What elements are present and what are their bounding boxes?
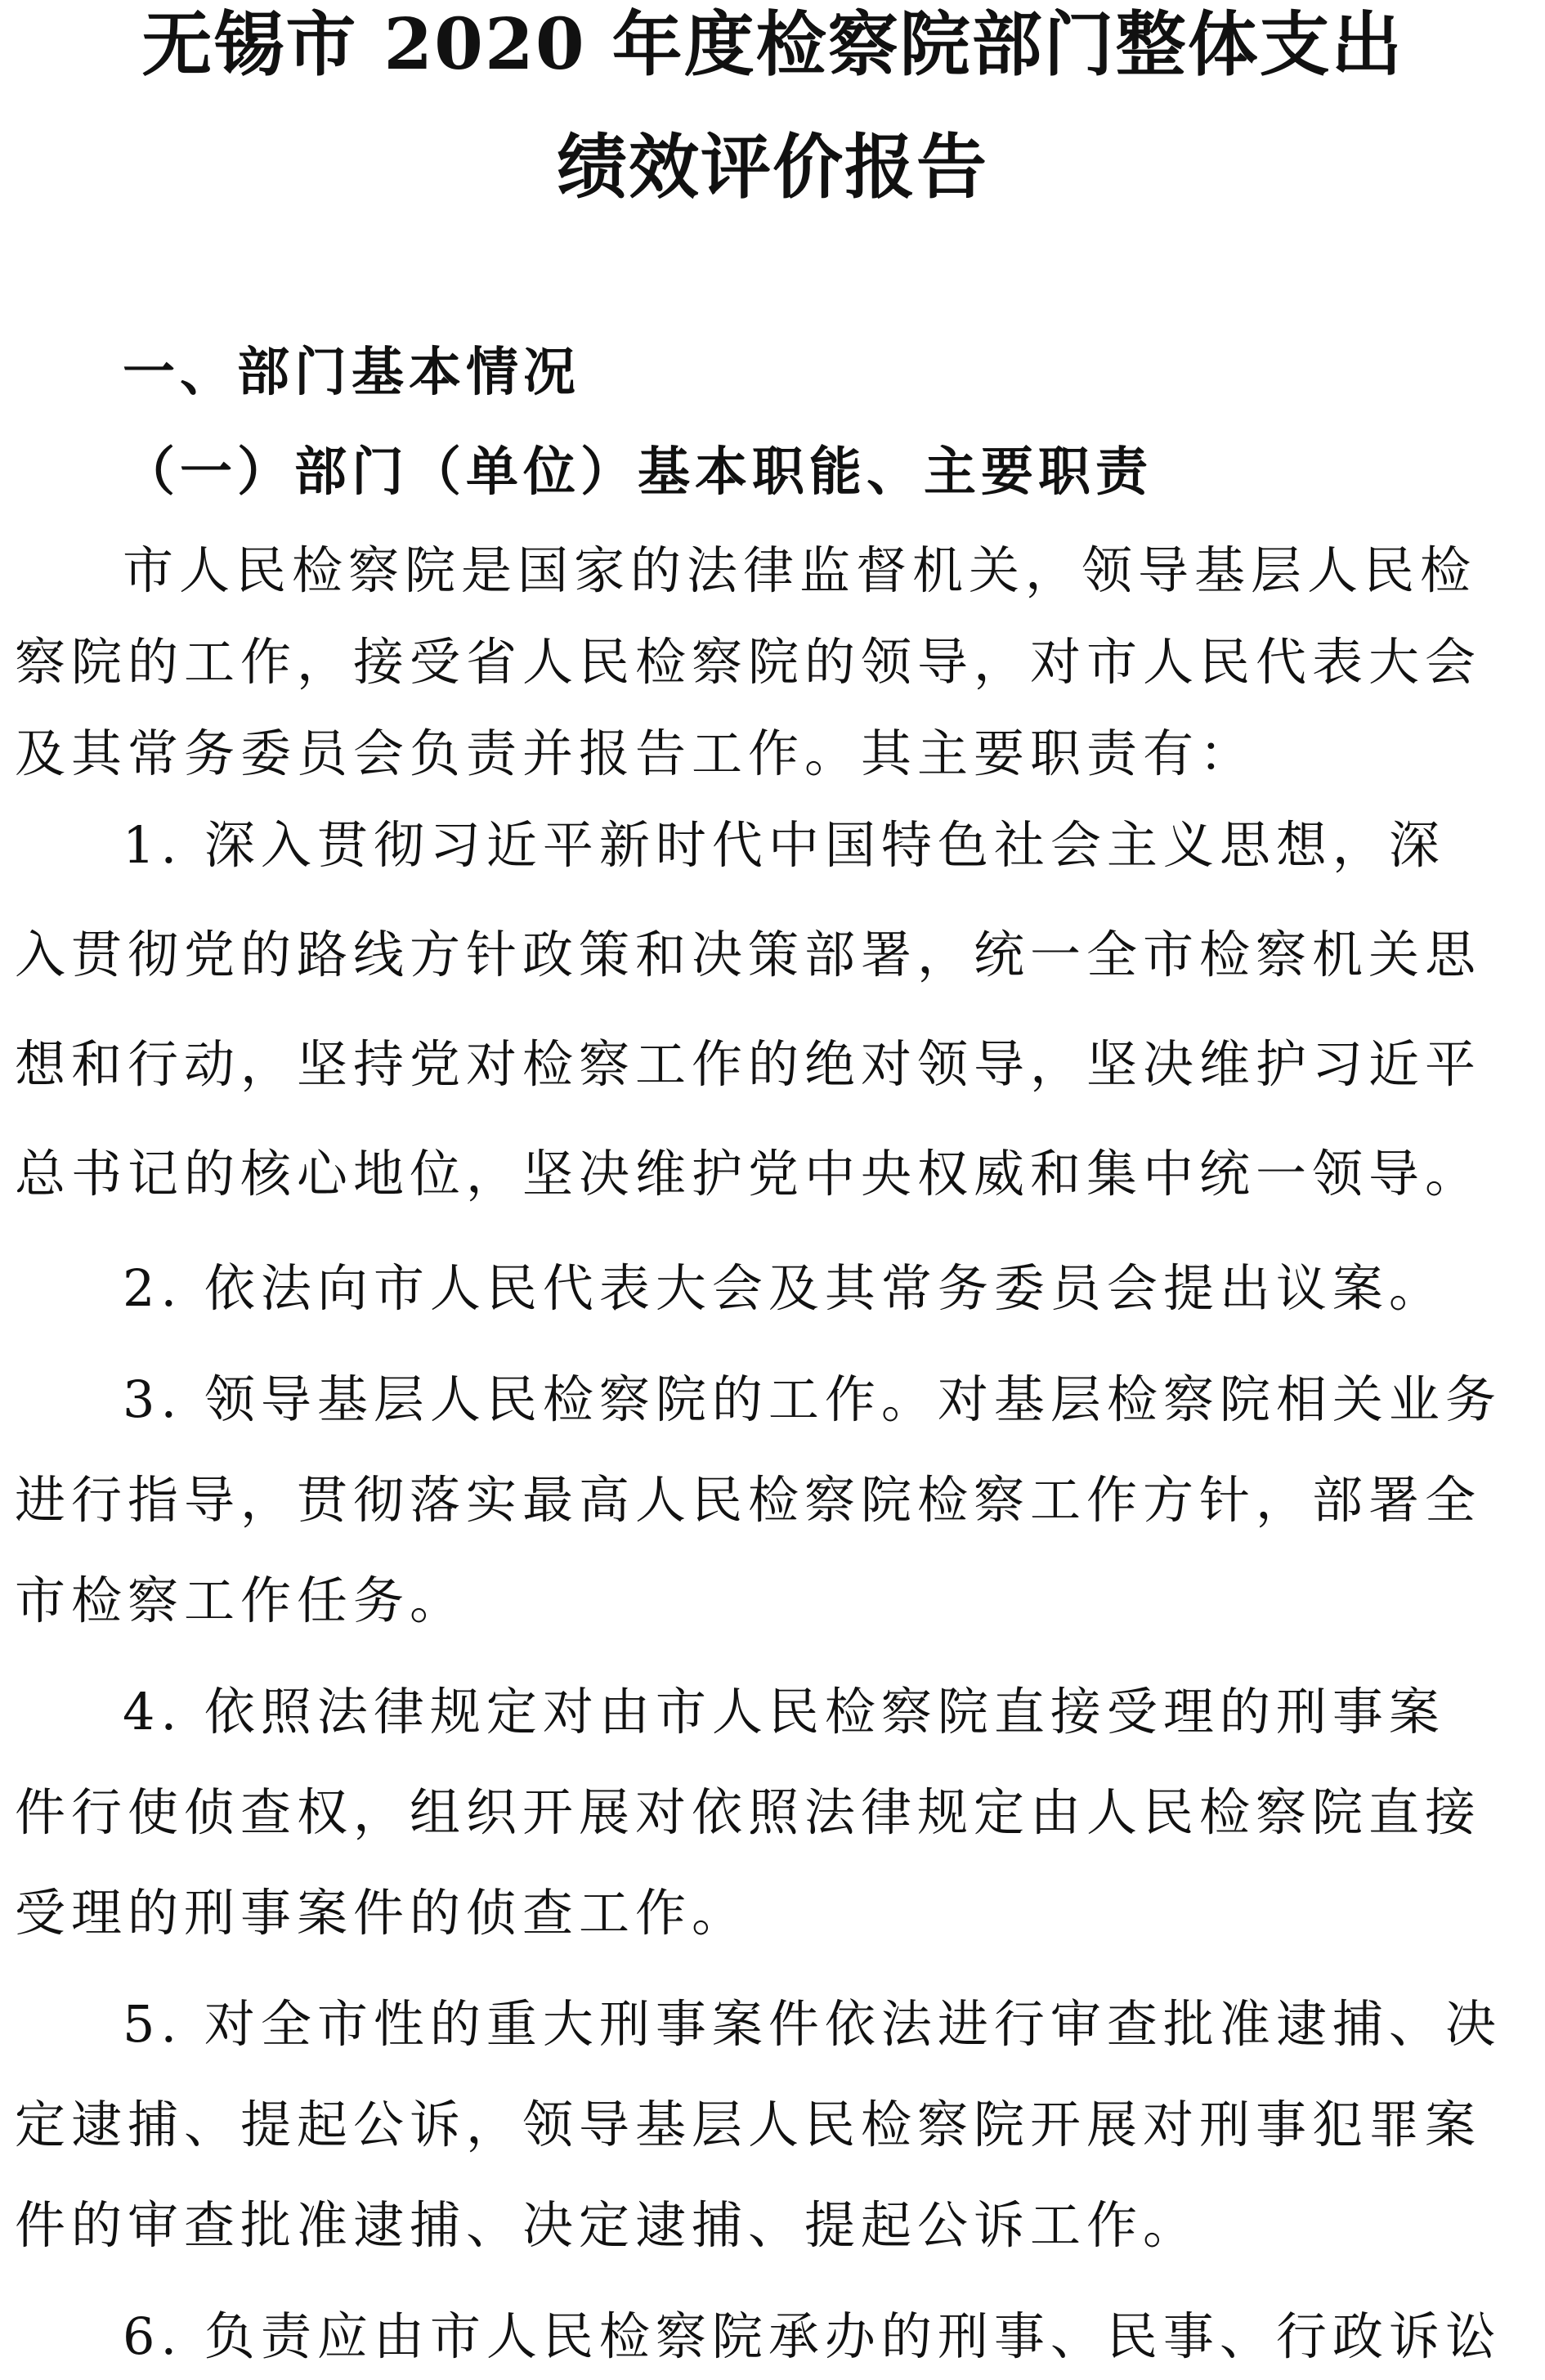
paragraph-line: 市检察工作任务。 <box>15 1571 467 1630</box>
subsection-heading-functions: （一）部门（单位）基本职能、主要职责 <box>123 441 1153 503</box>
paragraph-line: 件行使侦查权，组织开展对依照法律规定由人民检察院直接 <box>15 1782 1482 1842</box>
paragraph-line: 市人民检察院是国家的法律监督机关，领导基层人民检 <box>123 540 1477 600</box>
paragraph-line: 察院的工作，接受省人民检察院的领导，对市人民代表大会 <box>15 632 1482 692</box>
paragraph-line: 4. 依照法律规定对由市人民检察院直接受理的刑事案 <box>123 1682 1445 1741</box>
paragraph-line: 及其常务委员会负责并报告工作。其主要职责有： <box>15 724 1256 783</box>
paragraph-line: 6. 负责应由市人民检察院承办的刑事、民事、行政诉讼 <box>123 2306 1502 2366</box>
paragraph-line: 定逮捕、提起公诉，领导基层人民检察院开展对刑事犯罪案 <box>15 2095 1482 2154</box>
paragraph-line: 想和行动，坚持党对检察工作的绝对领导，坚决维护习近平 <box>15 1034 1482 1094</box>
paragraph-line: 入贯彻党的路线方针政策和决策部署，统一全市检察机关思 <box>15 925 1482 984</box>
paragraph-line: 2. 依法向市人民代表大会及其常务委员会提出议案。 <box>123 1258 1445 1318</box>
report-title-line-1: 无锡市 2020 年度检察院部门整体支出 <box>141 3 1404 86</box>
report-title-line-2: 绩效评价报告 <box>557 126 988 208</box>
paragraph-line: 件的审查批准逮捕、决定逮捕、提起公诉工作。 <box>15 2195 1200 2255</box>
paragraph-line: 进行指导，贯彻落实最高人民检察院检察工作方针，部署全 <box>15 1470 1482 1530</box>
paragraph-line: 总书记的核心地位，坚决维护党中央权威和集中统一领导。 <box>15 1144 1482 1203</box>
paragraph-line: 受理的刑事案件的侦查工作。 <box>15 1883 749 1943</box>
paragraph-line: 1. 深入贯彻习近平新时代中国特色社会主义思想，深 <box>123 815 1445 875</box>
paragraph-line: 3. 领导基层人民检察院的工作。对基层检察院相关业务 <box>123 1369 1502 1429</box>
section-heading-basic-info: 一、部门基本情况 <box>123 342 580 403</box>
paragraph-line: 5. 对全市性的重大刑事案件依法进行审查批准逮捕、决 <box>123 1994 1502 2054</box>
